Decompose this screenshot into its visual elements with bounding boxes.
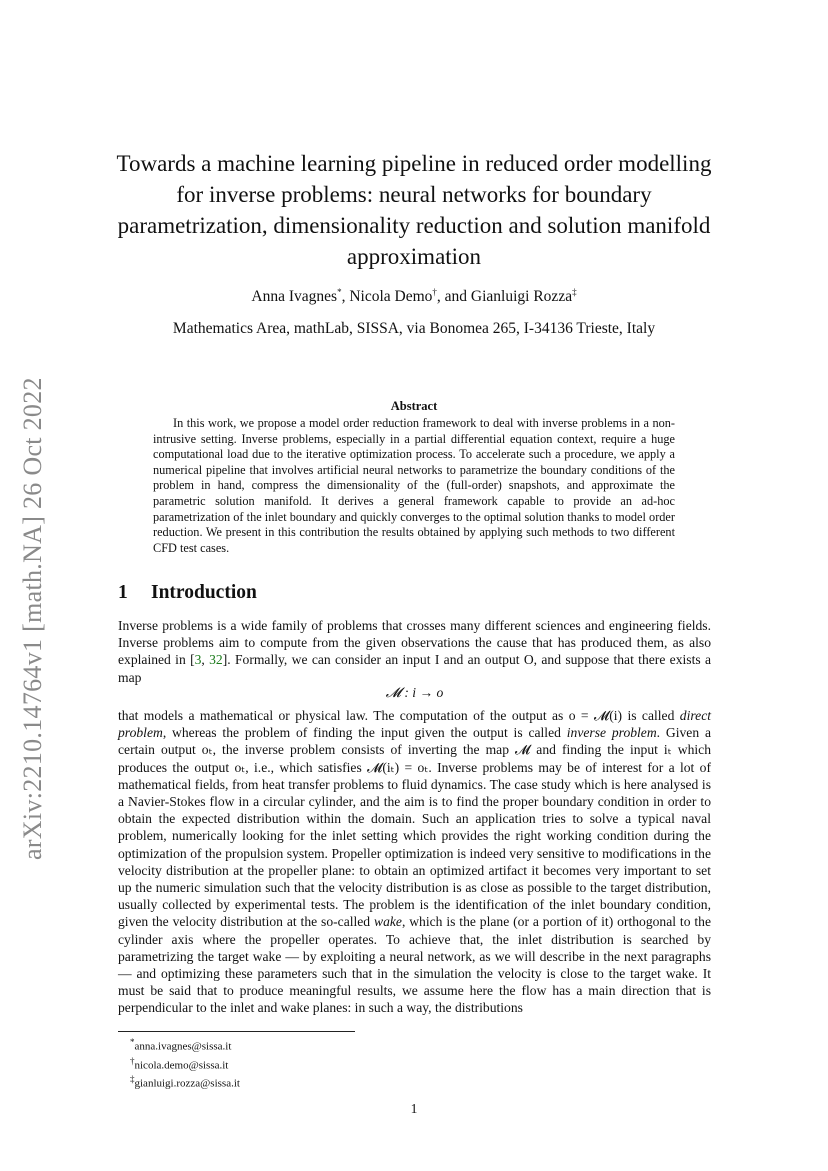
emphasis-term: inverse problem [566,725,657,741]
text-run: , [201,652,210,668]
paper-title: Towards a machine learning pipeline in reduced order modelling for inverse problems: neural networks for boundary parametrization, dimensionality reduction and solution manifold approximation [116,151,712,269]
section-heading [118,582,257,604]
footnotes [130,1035,240,1091]
footnote-mark: ‡ [130,1074,135,1085]
author-separator: , and [436,288,471,306]
emphasis-term: wake [374,914,402,930]
footnote-mark: † [432,287,437,297]
footnote-divider [118,1031,355,1032]
text-run: that models a mathematical or physical law. The computation of the output as o = 𝓜(i) is called [118,708,680,723]
abstract-heading: Abstract [390,399,438,413]
email: anna.ivagnes@sissa.it [134,1040,232,1053]
author-name: Gianluigi Rozza [470,288,573,306]
map-equation: 𝓜 : i → o [385,685,444,700]
text-run: Inverse problems is a wide family of problems that crosses many different sciences and engineering fields. Inverse problems aim to compute from the given observations the cause that has produced them, as also explained in [ [118,618,711,668]
citation-link[interactable]: 3 [194,652,202,668]
intro-paragraph-1 [118,617,711,686]
footnote-mark: * [130,1037,135,1047]
text-run: . Given a certain output oₜ, the inverse problem consists of inverting the map 𝓜 and finding the input iₜ which produces the output oₜ, i.e., which satisfies 𝓜(iₜ) = oₜ. Inverse problems may be of interest for a lot of mathematical fields, from heat transfer problems to fluid dynamics. The case study which is here analysed is a Navier-Stokes flow in a circular cylinder, and the aim is to find the proper boundary condition in order to obtain the expected distribution within the domain. Such an application tries to solve a typical naval problem, numerically looking for the inlet setting which provides the right working condition during the optimization of the propulsion system. Propeller optimization is indeed very sensitive to modifications in the velocity distribution at the propeller plane: to obtain an optimized artifact it becomes very important to set up the numeric simulation such that the velocity distribution is as close as possible to the target distribution, usually collected by experimental tests. The problem is the identification of the inlet boundary condition, given the velocity distribution at the so-called [118,725,712,930]
author-list [110,287,718,306]
section-number: 1 [118,582,128,603]
footnote-mark: ‡ [572,287,577,297]
footnote-2 [130,1054,240,1073]
section-title: Introduction [151,582,257,603]
text-run: , which is the plane (or a portion of it) orthogonal to the cylinder axis where the propeller operates. To achieve that, the inlet distribution is searched by parametrizing the target wake — by exploiting a neural network, as we will describe in the next paragraphs — and optimizing these parameters such that in the simulation the velocity is close to the target wake. It must be said that to produce meaningful results, we assume here the flow has a main direction that is perpendicular to the inlet and wake planes: in such a way, the distributions [118,914,711,1016]
footnote-3 [130,1072,240,1091]
text-run: ]. Formally, we can consider an input I and an output O, and suppose that there exists a map [118,652,711,685]
abstract-text: In this work, we propose a model order reduction framework to deal with inverse problems in a non-intrusive setting. Inverse problems, especially in a partial differential equation context, require a huge computational load due to the iterative optimization process. To accelerate such a procedure, we apply a numerical pipeline that involves artificial neural networks to parametrize the boundary conditions of the problem in hand, compress the dimensionality of the (full-order) snapshots, and approximate the parametric solution manifold. It derives a general framework capable to provide an ad-hoc parametrization of the inlet boundary and quickly converges to the optimal solution thanks to model order reduction. We present in this contribution the results obtained by applying such methods to two different CFD test cases. [153,416,675,555]
email: gianluigi.rozza@sissa.it [134,1077,240,1090]
text-run: , whereas the problem of finding the input given the output is called [162,725,567,741]
footnote-mark: † [130,1055,135,1066]
citation-link[interactable]: 32 [209,652,223,668]
email: nicola.demo@sissa.it [134,1059,229,1072]
emphasis-term: direct problem [118,708,711,741]
author-separator: , [341,288,350,306]
author-name: Nicola Demo [349,288,433,306]
footnote-1 [130,1035,240,1054]
affiliation: Mathematics Area, mathLab, SISSA, via Bonomea 265, I-34136 Trieste, Italy [172,320,656,337]
page-number: 1 [410,1101,418,1116]
intro-paragraph-2 [118,707,711,1017]
author-name: Anna Ivagnes [251,288,338,306]
footnote-mark: * [337,287,342,297]
arxiv-identifier-stamp: arXiv:2210.14764v1 [math.NA] 26 Oct 2022 [18,377,47,860]
